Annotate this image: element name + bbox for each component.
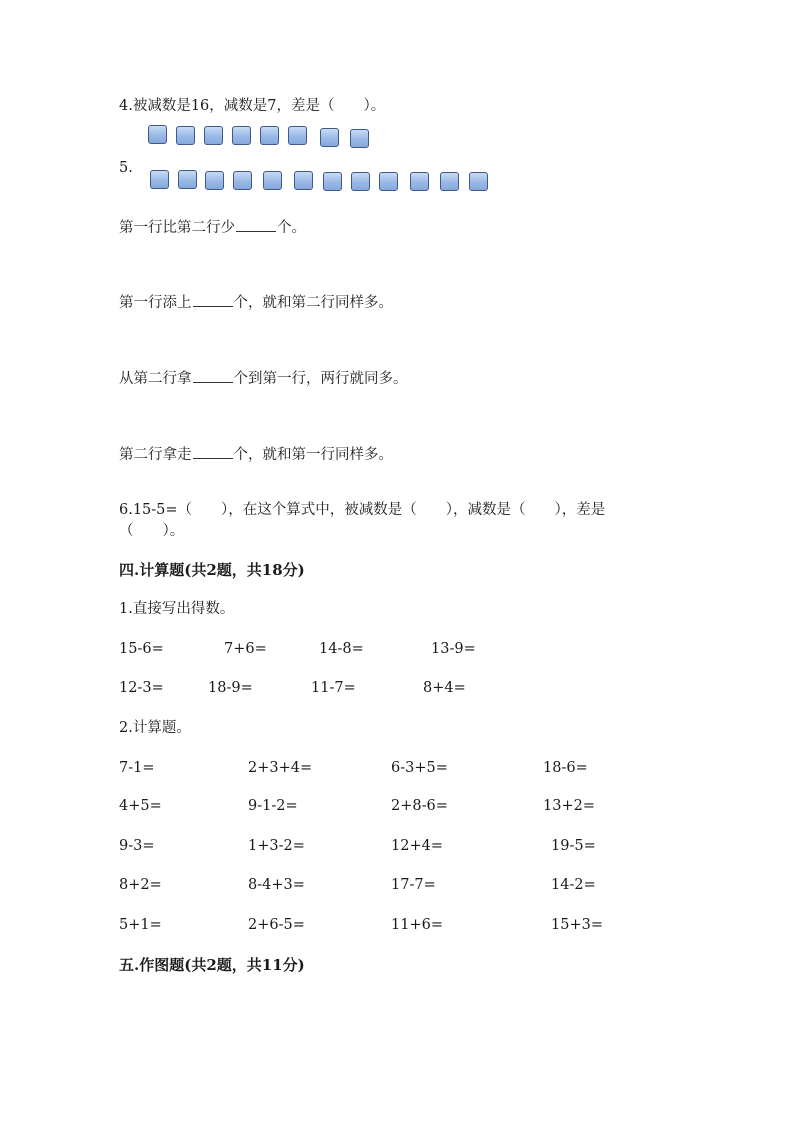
square-shape [320,128,339,147]
square-shape [148,125,167,144]
square-shape [294,171,313,190]
answer-blank[interactable] [236,216,276,232]
q5-s1-text-a: 第一行比第二行少 [119,220,235,236]
math-problem: 6-3+5= [391,760,448,776]
square-shape [204,126,223,145]
math-problem: 14-8= [319,641,364,657]
math-problem: 8-4+3= [248,877,305,893]
square-shape [178,170,197,189]
math-problem: 11-7= [311,680,356,696]
math-problem: 11+6= [391,917,443,933]
math-problem: 8+2= [119,877,162,893]
q5-s4-text-b: 个，就和第一行同样多。 [233,447,393,463]
question-5-label: 5. [119,160,133,176]
q5-s3-text-b: 个到第一行，两行就同多。 [233,371,408,387]
square-shape [379,172,398,191]
math-problem: 13+2= [543,798,595,814]
math-problem: 17-7= [391,877,436,893]
q5-s2-text-a: 第一行添上 [119,295,192,311]
math-problem: 4+5= [119,798,162,814]
square-shape [350,129,369,148]
square-shape [176,126,195,145]
square-shape [150,170,169,189]
q5-sentence-3 [119,367,408,389]
square-shape [351,172,370,191]
math-problem: 14-2= [551,877,596,893]
section-5-title: 五.作图题(共2题，共11分) [119,956,305,974]
math-problem: 8+4= [423,680,466,696]
answer-blank[interactable] [193,291,233,307]
math-problem: 5+1= [119,917,162,933]
answer-blank[interactable] [193,367,233,383]
question-4: 4.被减数是16，减数是7，差是（ ）。 [119,98,386,114]
math-problem: 15-6= [119,641,164,657]
question-6-line-2: （ ）。 [119,523,185,539]
square-shape [260,126,279,145]
math-problem: 1+3-2= [248,838,305,854]
square-shape [323,172,342,191]
math-problem: 7+6= [224,641,267,657]
math-problem: 2+6-5= [248,917,305,933]
section-4-part-2-title: 2.计算题。 [119,720,191,736]
q5-sentence-1 [119,216,306,238]
math-problem: 18-6= [543,760,588,776]
q5-sentence-4 [119,443,393,465]
answer-blank[interactable] [193,443,233,459]
math-problem: 9-1-2= [248,798,298,814]
math-problem: 18-9= [208,680,253,696]
q5-s3-text-a: 从第二行拿 [119,371,192,387]
math-problem: 2+3+4= [248,760,313,776]
question-6-line-1: 6.15-5=（ ），在这个算式中，被减数是（ ），减数是（ ），差是 [119,502,606,518]
q5-s1-text-b: 个。 [277,220,306,236]
math-problem: 9-3= [119,838,155,854]
math-problem: 7-1= [119,760,155,776]
math-problem: 13-9= [431,641,476,657]
q5-sentence-2 [119,291,393,313]
square-shape [233,171,252,190]
square-shape [469,172,488,191]
section-4-title: 四.计算题(共2题，共18分) [119,561,305,579]
square-shape [263,171,282,190]
math-problem: 2+8-6= [391,798,448,814]
math-problem: 12+4= [391,838,443,854]
math-problem: 19-5= [551,838,596,854]
q5-s4-text-a: 第二行拿走 [119,447,192,463]
math-problem: 15+3= [551,917,603,933]
math-problem: 12-3= [119,680,164,696]
section-4-part-1-title: 1.直接写出得数。 [119,601,235,617]
square-shape [232,126,251,145]
q5-s2-text-b: 个，就和第二行同样多。 [233,295,393,311]
square-shape [205,171,224,190]
square-shape [288,126,307,145]
square-shape [410,172,429,191]
square-shape [440,172,459,191]
